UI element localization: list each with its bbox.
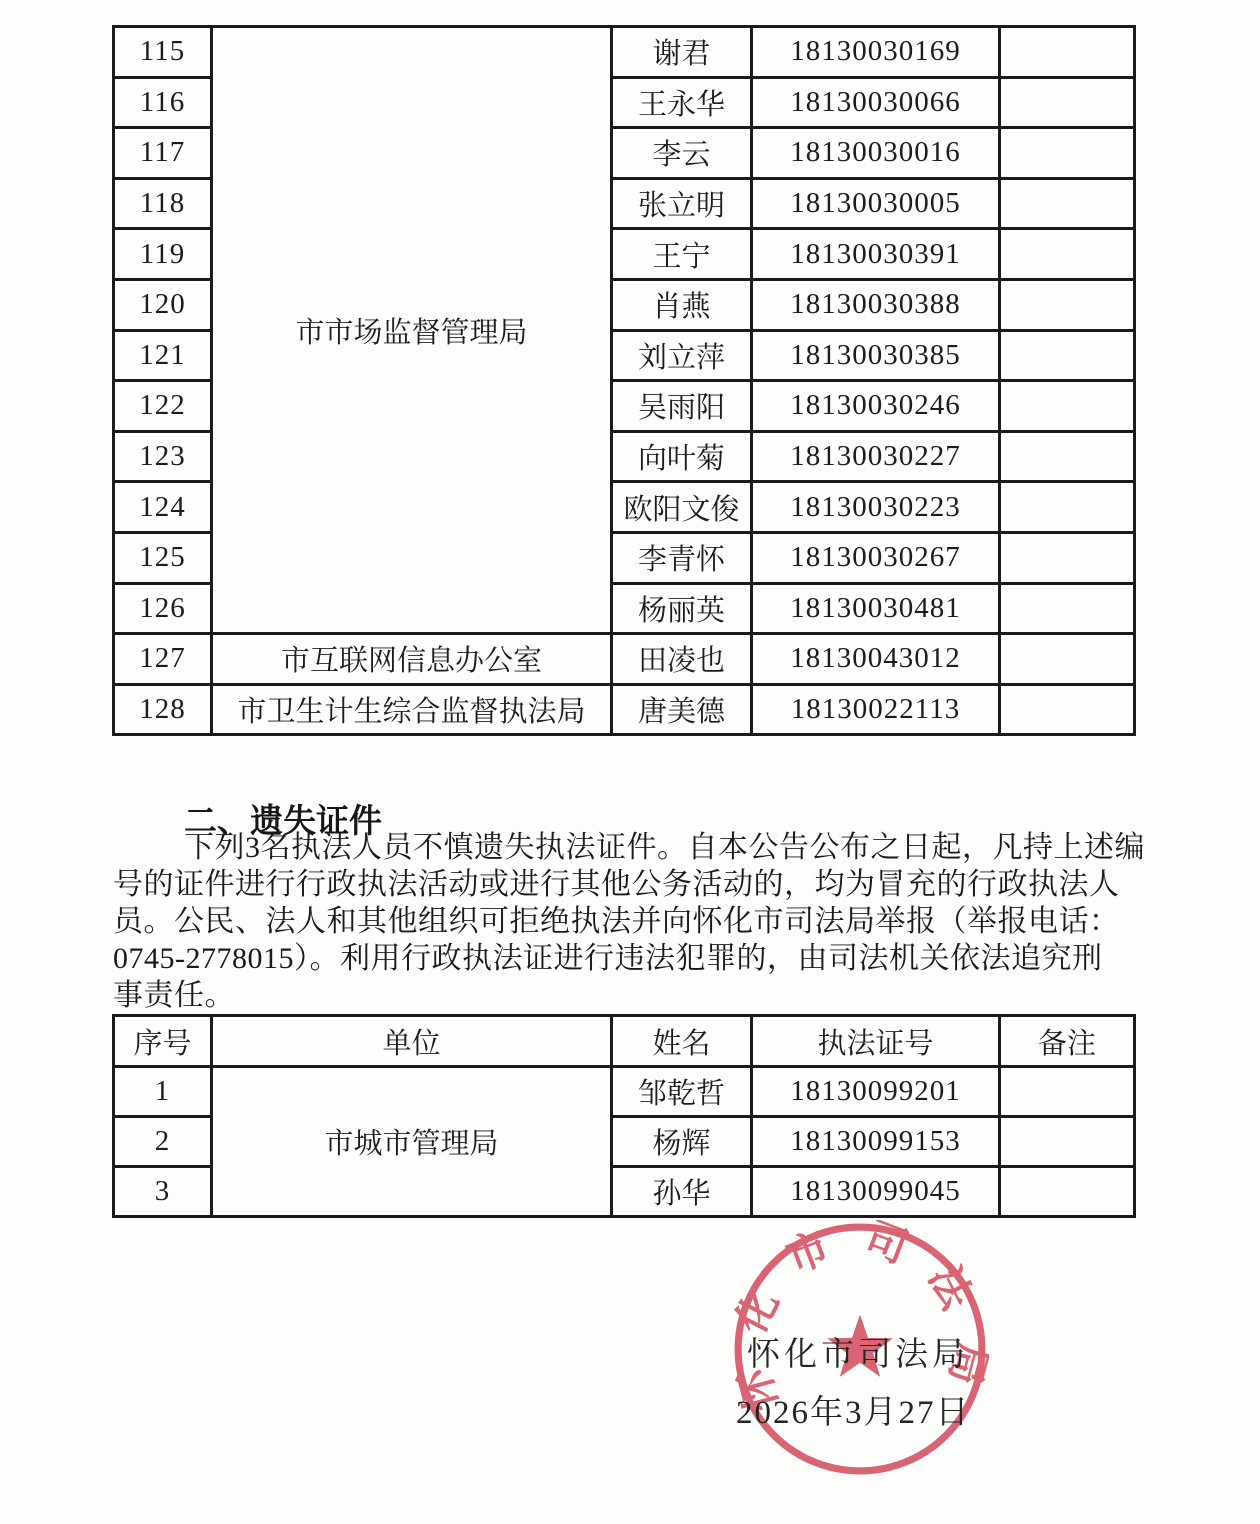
cert-cell: 18130030388 <box>752 279 1000 330</box>
signature-date: 2026年3月27日 <box>736 1395 971 1431</box>
seq-cell: 119 <box>114 229 212 280</box>
header-cert: 执法证号 <box>752 1016 1000 1067</box>
seq-cell: 2 <box>114 1117 212 1167</box>
cert-cell: 18130030223 <box>752 482 1000 533</box>
name-cell: 邹乾哲 <box>612 1067 752 1117</box>
paragraph-line: 事责任。 <box>113 979 235 1012</box>
seq-cell: 121 <box>114 330 212 381</box>
remark-cell <box>1000 229 1135 280</box>
seq-cell: 118 <box>114 178 212 229</box>
name-cell: 张立明 <box>612 178 752 229</box>
paragraph-line: 下列3名执法人员不慎遗失执法证件。自本公告公布之日起，凡持上述编 <box>184 831 1145 864</box>
seal-ring-text: 怀化市司法局 <box>731 1220 989 1416</box>
name-cell: 杨丽英 <box>612 583 752 634</box>
section-heading: 二、遗失证件 <box>184 802 382 839</box>
remark-cell <box>1000 128 1135 179</box>
cert-cell: 18130022113 <box>752 684 1000 735</box>
name-cell: 向叶菊 <box>612 431 752 482</box>
table-row <box>114 1067 1135 1117</box>
unit-cell: 市互联网信息办公室 <box>212 634 612 685</box>
cert-cell: 18130030169 <box>752 27 1000 78</box>
cert-cell: 18130030066 <box>752 77 1000 128</box>
remark-cell <box>1000 1117 1135 1167</box>
cert-cell: 18130099045 <box>752 1167 1000 1217</box>
seq-cell: 128 <box>114 684 212 735</box>
lost-certificates-table <box>112 1014 1136 1218</box>
name-cell: 杨辉 <box>612 1117 752 1167</box>
seq-cell: 1 <box>114 1067 212 1117</box>
table-row <box>114 634 1135 685</box>
remark-cell <box>1000 1167 1135 1217</box>
seq-cell: 124 <box>114 482 212 533</box>
paragraph-line: 号的证件进行行政执法活动或进行其他公务活动的，均为冒充的行政执法人 <box>113 868 1120 901</box>
lost-certificates-paragraph <box>113 829 1145 1014</box>
cert-cell: 18130043012 <box>752 634 1000 685</box>
table-header-row <box>114 1016 1135 1067</box>
unit-cell-merged: 市市场监督管理局 <box>212 27 612 634</box>
name-cell: 李青怀 <box>612 532 752 583</box>
cert-cell: 18130099201 <box>752 1067 1000 1117</box>
unit-cell-merged: 市城市管理局 <box>212 1067 612 1217</box>
name-cell: 李云 <box>612 128 752 179</box>
seq-cell: 127 <box>114 634 212 685</box>
remark-cell <box>1000 279 1135 330</box>
name-cell: 吴雨阳 <box>612 381 752 432</box>
header-remark: 备注 <box>1000 1016 1135 1067</box>
cert-cell: 18130099153 <box>752 1117 1000 1167</box>
remark-cell <box>1000 330 1135 381</box>
cert-cell: 18130030016 <box>752 128 1000 179</box>
remark-cell <box>1000 583 1135 634</box>
cert-cell: 18130030267 <box>752 532 1000 583</box>
seq-cell: 3 <box>114 1167 212 1217</box>
cert-cell: 18130030227 <box>752 431 1000 482</box>
name-cell: 田凌也 <box>612 634 752 685</box>
remark-cell <box>1000 482 1135 533</box>
remark-cell <box>1000 178 1135 229</box>
header-seq: 序号 <box>114 1016 212 1067</box>
remark-cell <box>1000 684 1135 735</box>
name-cell: 欧阳文俊 <box>612 482 752 533</box>
remark-cell <box>1000 431 1135 482</box>
seq-cell: 123 <box>114 431 212 482</box>
seq-cell: 117 <box>114 128 212 179</box>
name-cell: 谢君 <box>612 27 752 78</box>
name-cell: 王宁 <box>612 229 752 280</box>
seq-cell: 122 <box>114 381 212 432</box>
unit-cell: 市卫生计生综合监督执法局 <box>212 684 612 735</box>
header-name: 姓名 <box>612 1016 752 1067</box>
remark-cell <box>1000 381 1135 432</box>
remark-cell <box>1000 634 1135 685</box>
cert-cell: 18130030481 <box>752 583 1000 634</box>
seq-cell: 116 <box>114 77 212 128</box>
remark-cell <box>1000 77 1135 128</box>
name-cell: 肖燕 <box>612 279 752 330</box>
cert-cell: 18130030246 <box>752 381 1000 432</box>
name-cell: 王永华 <box>612 77 752 128</box>
header-unit: 单位 <box>212 1016 612 1067</box>
name-cell: 唐美德 <box>612 684 752 735</box>
seq-cell: 126 <box>114 583 212 634</box>
remark-cell <box>1000 27 1135 78</box>
paragraph-line: 员。公民、法人和其他组织可拒绝执法并向怀化市司法局举报（举报电话： <box>113 905 1120 938</box>
remark-cell <box>1000 1067 1135 1117</box>
cert-cell: 18130030385 <box>752 330 1000 381</box>
continued-roster-table <box>112 25 1136 736</box>
name-cell: 刘立萍 <box>612 330 752 381</box>
seq-cell: 115 <box>114 27 212 78</box>
name-cell: 孙华 <box>612 1167 752 1217</box>
signature-org: 怀化市司法局 <box>747 1337 969 1373</box>
cert-cell: 18130030391 <box>752 229 1000 280</box>
cert-cell: 18130030005 <box>752 178 1000 229</box>
table-row <box>114 684 1135 735</box>
paragraph-line: 0745-2778015）。利用行政执法证进行违法犯罪的，由司法机关依法追究刑 <box>113 942 1103 975</box>
seq-cell: 120 <box>114 279 212 330</box>
seq-cell: 125 <box>114 532 212 583</box>
table-row <box>114 27 1135 78</box>
remark-cell <box>1000 532 1135 583</box>
